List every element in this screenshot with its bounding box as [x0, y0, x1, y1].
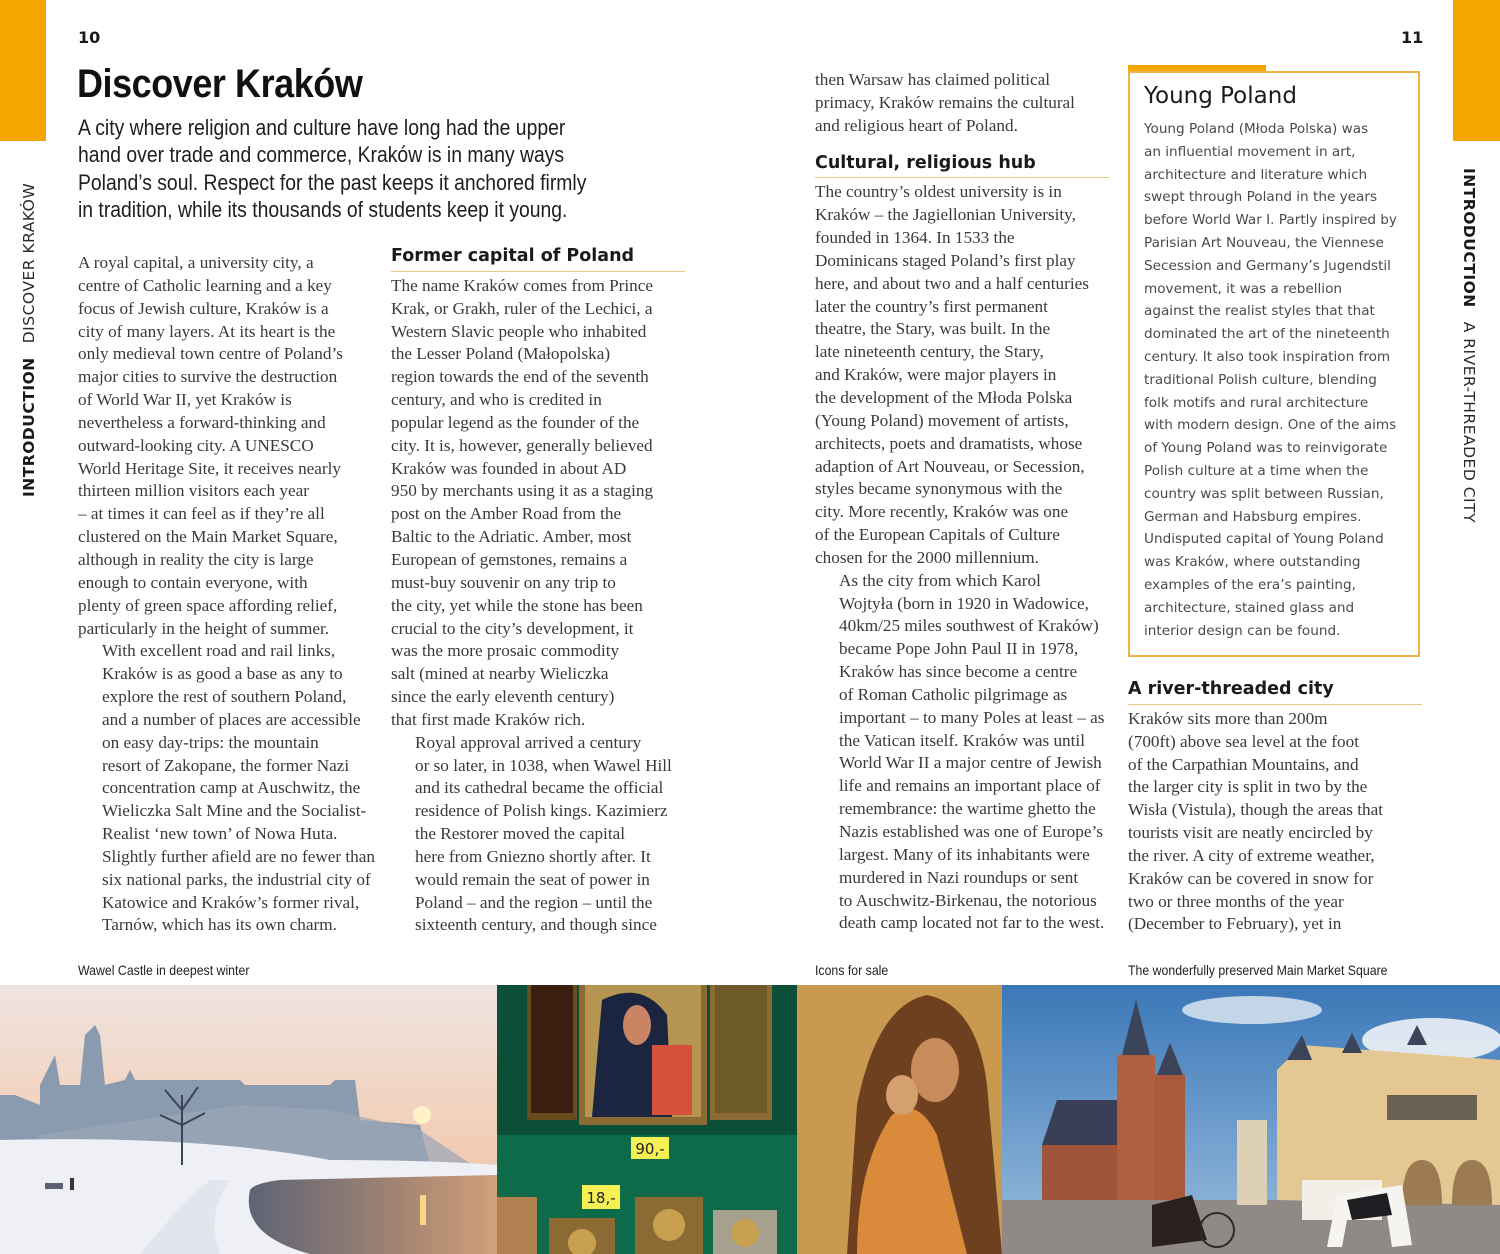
text-line: German and Habsburg empires. [1144, 508, 1362, 525]
text-line: The name Kraków comes from Prince [391, 275, 654, 295]
text-line: plenty of green space affording relief, [78, 595, 338, 615]
body-column-1 [78, 252, 378, 937]
caption-wawel: Wawel Castle in deepest winter [78, 962, 250, 978]
text-line: of the Carpathian Mountains, and [1128, 754, 1359, 774]
text-line: The country’s oldest university is in [815, 182, 1062, 202]
text-line: – at times it can feel as if they’re all [78, 504, 325, 524]
text-line: residence of Polish kings. Kazimierz [415, 801, 668, 821]
text-line: A royal capital, a university city, a [78, 253, 314, 272]
text-line: six national parks, the industrial city of [102, 869, 371, 889]
text-line: Slightly further afield are no fewer than [102, 846, 375, 866]
text-line: before World War I. Partly inspired by [1144, 212, 1397, 229]
text-line: city. More recently, Kraków was one [815, 502, 1069, 522]
text-line: Undisputed capital of Young Poland [1144, 531, 1384, 548]
paragraph [78, 252, 378, 640]
photo-wawel-castle [0, 985, 497, 1254]
text-line: architecture, stained glass and [1144, 599, 1355, 616]
text-line: major cities to survive the destruction [78, 367, 338, 387]
text-line: 950 by merchants using it as a staging [391, 481, 654, 501]
text-line: remembrance: the wartime ghetto the [839, 799, 1096, 819]
text-line: centre of Catholic learning and a key [78, 275, 332, 295]
section-heading-river-city: A river-threaded city [1128, 678, 1422, 705]
text-line: salt (mined at nearby Wieliczka [391, 664, 609, 684]
text-line: and its cathedral became the official [415, 778, 664, 798]
text-line: Baltic to the Adriatic. Amber, most [391, 527, 632, 547]
religious-icons-image [497, 985, 1002, 1254]
text-line: Secession and Germany’s Jugendstil [1144, 257, 1391, 274]
text-line: must-buy souvenir on any trip to [391, 572, 616, 592]
text-line: here from Gniezno shortly after. It [415, 846, 651, 866]
text-line: Royal approval arrived a century [415, 732, 642, 752]
text-line: thirteen million visitors each year [78, 481, 310, 501]
caption-icons: Icons for sale [815, 962, 889, 978]
text-line: Parisian Art Nouveau, the Viennese [1144, 234, 1384, 251]
text-line: the Restorer moved the capital [415, 824, 625, 844]
text-line: and religious heart of Poland. [815, 115, 1018, 135]
price-tag-90: 90,- [635, 1140, 665, 1158]
text-line: the Lesser Poland (Małopolska) [391, 344, 611, 364]
text-line: chosen for the 2000 millennium. [815, 547, 1039, 567]
text-line: dominated the art of the nineteenth [1144, 326, 1390, 343]
text-line: of World War II, yet Kraków is [78, 390, 292, 410]
text-line: late nineteenth century, the Stary, [815, 342, 1044, 362]
text-line: World Heritage Site, it receives nearly [78, 458, 342, 478]
text-line: post on the Amber Road from the [391, 504, 622, 524]
price-tag-18: 18,- [586, 1189, 616, 1207]
text-line: (December to February), yet in [1128, 914, 1342, 934]
text-line: was the more prosaic commodity [391, 641, 620, 661]
text-line: With excellent road and rail links, [102, 641, 336, 661]
text-line: of Young Poland was to reinvigorate [1144, 440, 1388, 457]
text-line: on easy day-trips: the mountain [102, 732, 319, 752]
text-line: movement, it was a rebellion [1144, 280, 1342, 297]
text-line: death camp located not far to the west. [839, 913, 1105, 933]
text-line: to Auschwitz-Birkenau, the notorious [839, 890, 1097, 910]
text-line: city of many layers. At its heart is the [78, 321, 336, 341]
paragraph [78, 640, 378, 937]
text-line: Krak, or Grakh, ruler of the Lechici, a [391, 298, 653, 318]
text-line: then Warsaw has claimed political [815, 70, 1051, 89]
text-line: of Roman Catholic pilgrimage as [839, 684, 1068, 704]
text-line: theatre, the Stary, was built. In the [815, 319, 1051, 339]
text-line: Western Slavic people who inhabited [391, 321, 647, 341]
text-line: resort of Zakopane, the former Nazi [102, 755, 350, 775]
paragraph-continued [815, 69, 1109, 138]
text-line: country was split between Russian, [1144, 485, 1384, 502]
sidebar-body [1144, 118, 1414, 642]
right-thumb-tab [1453, 0, 1500, 141]
market-square-image [1002, 985, 1500, 1254]
standfirst-line: Poland’s soul. Respect for the past keeps it anchored firmly [78, 169, 587, 195]
text-line: the river. A city of extreme weather, [1128, 845, 1375, 865]
text-line: only medieval town centre of Poland’s [78, 344, 343, 364]
text-line: later the country’s first permanent [815, 296, 1048, 316]
text-line: Young Poland (Młoda Polska) was [1144, 121, 1369, 137]
text-line: life and remains an important place of [839, 776, 1101, 796]
text-line: although in reality the city is large [78, 549, 314, 569]
text-line: Polish culture at a time when the [1144, 462, 1369, 479]
text-line: Wisła (Vistula), though the areas that [1128, 800, 1384, 820]
paragraph [391, 275, 685, 732]
text-line: city. It is, however, generally believed [391, 435, 653, 455]
text-line: nevertheless a forward-thinking and [78, 412, 326, 432]
text-line: important – to many Poles at least – as [839, 707, 1105, 727]
text-line: here, and about two and a half centuries [815, 273, 1089, 293]
text-line: 40km/25 miles southwest of Kraków) [839, 616, 1099, 636]
body-column-2 [391, 245, 685, 937]
text-line: murdered in Nazi roundups or sent [839, 867, 1079, 887]
text-line: largest. Many of its inhabitants were [839, 844, 1090, 864]
text-line: examples of the era’s painting, [1144, 576, 1356, 593]
standfirst [78, 114, 587, 223]
text-line: architects, poets and dramatists, whose [815, 433, 1083, 453]
text-line: enough to contain everyone, with [78, 572, 308, 592]
text-line: Nazis established was one of Europe’s [839, 822, 1103, 841]
text-line: outward-looking city. A UNESCO [78, 435, 314, 455]
text-line: Dominicans staged Poland’s first play [815, 250, 1076, 270]
text-line: Poland – and the region – until the [415, 892, 653, 912]
text-line: the Vatican itself. Kraków was until [839, 730, 1085, 750]
text-line: traditional Polish culture, blending [1144, 371, 1377, 388]
paragraph [1128, 708, 1422, 936]
text-line: against the realist styles that that [1144, 303, 1375, 320]
text-line: sixteenth century, and though since [415, 915, 657, 935]
text-line: focus of Jewish culture, Kraków is a [78, 298, 329, 318]
text-line: architecture and literature which [1144, 166, 1368, 183]
paragraph [815, 181, 1109, 569]
text-line: Kraków is as good a base as any to [102, 664, 343, 684]
text-line: (700ft) above sea level at the foot [1128, 731, 1359, 751]
standfirst-line: A city where religion and culture have long had the upper [78, 115, 566, 140]
text-line: of the European Capitals of Culture [815, 525, 1060, 545]
running-head-left [20, 183, 38, 497]
text-line: region towards the end of the seventh [391, 367, 649, 387]
running-head-section: INTRODUCTION [1460, 168, 1478, 308]
text-line: century. It also took inspiration from [1144, 348, 1391, 365]
text-line: Kraków was founded in about AD [391, 458, 627, 478]
paragraph [391, 732, 685, 938]
running-head-chapter: A RIVER-THREADED CITY [1460, 321, 1478, 524]
text-line: interior design can be found. [1144, 622, 1341, 639]
text-line: century, and who is credited in [391, 390, 602, 410]
body-column-3 [815, 69, 1109, 935]
text-line: or so later, in 1038, when Wawel Hill [415, 755, 672, 775]
text-line: (Young Poland) movement of artists, [815, 410, 1069, 430]
text-line: with modern design. One of the aims [1144, 417, 1397, 434]
text-line: Wieliczka Salt Mine and the Socialist- [102, 801, 367, 821]
text-line: European of gemstones, remains a [391, 549, 628, 569]
photo-main-market-square [1002, 985, 1500, 1254]
text-line: Kraków can be covered in snow for [1128, 868, 1374, 888]
text-line: crucial to the city’s development, it [391, 618, 634, 638]
text-line: folk motifs and rural architecture [1144, 394, 1369, 411]
text-line: Kraków sits more than 200m [1128, 708, 1328, 728]
photo-icons-for-sale [497, 985, 1002, 1254]
text-line: primacy, Kraków remains the cultural [815, 92, 1075, 112]
text-line: the city, yet while the stone has been [391, 595, 643, 615]
running-head-chapter: DISCOVER KRAKÓW [20, 182, 38, 344]
text-line: popular legend as the founder of the [391, 412, 640, 432]
standfirst-line: hand over trade and commerce, Kraków is in many ways [78, 142, 565, 168]
text-line: that first made Kraków rich. [391, 709, 586, 729]
text-line: would remain the seat of power in [415, 869, 650, 889]
text-line: since the early eleventh century) [391, 687, 615, 707]
text-line: World War II a major centre of Jewish [839, 753, 1102, 773]
text-line: explore the rest of southern Poland, [102, 687, 347, 707]
text-line: an influential movement in art, [1144, 143, 1356, 160]
page-number-right: 11 [1401, 28, 1424, 47]
wawel-castle-image [0, 985, 497, 1254]
text-line: swept through Poland in the years [1144, 189, 1378, 206]
text-line: As the city from which Karol [839, 570, 1041, 590]
page-number-left: 10 [78, 28, 101, 47]
running-head-section: INTRODUCTION [20, 357, 38, 497]
body-column-4 [1128, 678, 1422, 936]
text-line: Tarnów, which has its own charm. [102, 915, 337, 935]
text-line: Wojtyła (born in 1920 in Wadowice, [839, 593, 1089, 613]
sidebar-title: Young Poland [1144, 83, 1297, 109]
text-line: Katowice and Kraków’s former rival, [102, 892, 360, 912]
text-line: Realist ‘new town’ of Nowa Huta. [102, 824, 338, 844]
running-head-right [1460, 168, 1478, 523]
text-line: Kraków has since become a centre [839, 662, 1078, 682]
text-line: clustered on the Main Market Square, [78, 527, 338, 547]
text-line: and a number of places are accessible [102, 709, 361, 729]
caption-market-square: The wonderfully preserved Main Market Square [1128, 962, 1388, 978]
text-line: concentration camp at Auschwitz, the [102, 778, 361, 798]
text-line: adaption of Art Nouveau, or Secession, [815, 456, 1085, 476]
standfirst-line: in tradition, while its thousands of students keep it young. [78, 196, 568, 222]
left-thumb-tab [0, 0, 46, 141]
text-line: the development of the Młoda Polska [815, 387, 1073, 407]
page-title: Discover Kraków [77, 62, 363, 106]
text-line: tourists visit are neatly encircled by [1128, 823, 1373, 843]
text-line: founded in 1364. In 1533 the [815, 228, 1015, 248]
text-line: became Pope John Paul II in 1978, [839, 639, 1079, 659]
section-heading-cultural-hub: Cultural, religious hub [815, 152, 1109, 179]
paragraph [815, 570, 1109, 936]
section-heading-former-capital: Former capital of Poland [391, 245, 685, 272]
text-line: particularly in the height of summer. [78, 618, 330, 638]
text-line: Kraków – the Jagiellonian University, [815, 205, 1076, 225]
text-line: styles became synonymous with the [815, 479, 1063, 499]
young-poland-sidebar [1128, 71, 1420, 657]
text-line: the larger city is split in two by the [1128, 777, 1368, 797]
text-line: two or three months of the year [1128, 891, 1344, 911]
text-line: and Kraków, were major players in [815, 365, 1057, 385]
text-line: was Kraków, where outstanding [1144, 554, 1361, 571]
